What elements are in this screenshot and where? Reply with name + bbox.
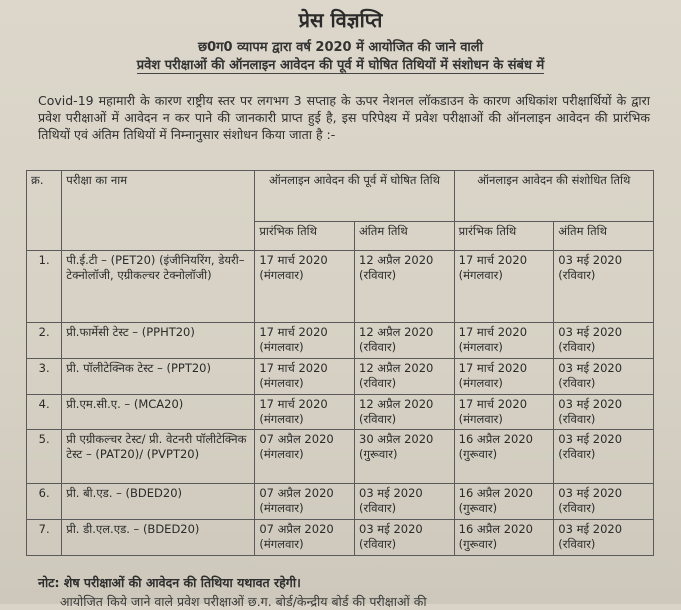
- row-sno: 5.: [27, 430, 62, 484]
- row-old-end: 03 मई 2020 (रविवार): [355, 484, 455, 520]
- row-exam-name: प्री. डी.एल.एड. – (BDED20): [62, 520, 255, 556]
- header-exam-name: परीक्षा का नाम: [62, 171, 255, 251]
- note-text: नोट: शेष परीक्षाओं की आवेदन की तिथिया यथावत रहेगी।: [38, 575, 301, 590]
- header-new-end: अंतिम तिथि: [554, 222, 654, 251]
- row-new-start: 17 मार्च 2020 (मंगलवार): [454, 359, 554, 395]
- row-new-end: 03 मई 2020 (रविवार): [554, 484, 654, 520]
- header-sno: क्र.: [27, 171, 62, 251]
- page-title: प्रेस विज्ञप्ति: [298, 8, 383, 32]
- dates-table: [26, 170, 654, 556]
- header-new-start: प्रारंभिक तिथि: [454, 222, 554, 251]
- table-header-row: [27, 171, 654, 222]
- row-old-start: 07 अप्रैल 2020 (मंगलवार): [255, 484, 355, 520]
- row-new-end: 03 मई 2020 (रविवार): [554, 520, 654, 556]
- row-exam-name: प्री. पॉलीटेक्निक टेस्ट – (PPT20): [62, 359, 255, 395]
- row-sno: 7.: [27, 520, 62, 556]
- row-new-start: 17 मार्च 2020 (मंगलवार): [454, 323, 554, 359]
- row-old-end: 12 अप्रैल 2020 (रविवार): [355, 395, 455, 430]
- row-new-start: 17 मार्च 2020 (मंगलवार): [454, 395, 554, 430]
- row-sno: 6.: [27, 484, 62, 520]
- row-new-end: 03 मई 2020 (रविवार): [554, 323, 654, 359]
- table-row: [27, 359, 654, 395]
- header-old-start: प्रारंभिक तिथि: [255, 222, 355, 251]
- subtitle-line-1: छ0ग0 व्यापम द्वारा वर्ष 2020 में आयोजित की जाने वाली: [198, 40, 483, 55]
- row-exam-name: प्री.एम.सी.ए. – (MCA20): [62, 395, 255, 430]
- row-sno: 2.: [27, 323, 62, 359]
- row-new-start: 16 अप्रैल 2020 (गुरूवार): [454, 520, 554, 556]
- header-old-end: अंतिम तिथि: [355, 222, 455, 251]
- table-row: [27, 395, 654, 430]
- subtitle-line-2: [0, 55, 681, 73]
- subtitle-line-2-text: प्रवेश परीक्षाओं की ऑनलाइन आवेदन की पूर्व में घोषित तिथियों में संशोधन के संबंध में: [136, 58, 545, 73]
- row-old-end: 12 अप्रैल 2020 (रविवार): [355, 359, 455, 395]
- row-old-end: 12 अप्रैल 2020 (रविवार): [355, 323, 455, 359]
- row-exam-name: प्री एग्रीकल्चर टेस्ट/ प्री. वेटनरी पॉलीटेक्निक टेस्ट – (PAT20)/ (PVPT20): [62, 430, 255, 484]
- row-old-start: 07 अप्रैल 2020 (मंगलवार): [255, 520, 355, 556]
- row-old-end: 03 मई 2020 (रविवार): [355, 520, 455, 556]
- row-old-start: 07 अप्रैल 2020 (मंगलवार): [255, 430, 355, 484]
- row-old-start: 17 मार्च 2020 (मंगलवार): [255, 359, 355, 395]
- row-new-end: 03 मई 2020 (रविवार): [554, 359, 654, 395]
- row-new-start: 16 अप्रैल 2020 (गुरूवार): [454, 430, 554, 484]
- row-old-end: 30 अप्रैल 2020 (गुरूवार): [355, 430, 455, 484]
- row-old-start: 17 मार्च 2020 (मंगलवार): [255, 395, 355, 430]
- row-sno: 4.: [27, 395, 62, 430]
- row-sno: 1.: [27, 251, 62, 323]
- row-sno: 3.: [27, 359, 62, 395]
- row-new-end: 03 मई 2020 (रविवार): [554, 395, 654, 430]
- table-row: [27, 251, 654, 323]
- table-row: [27, 323, 654, 359]
- row-new-start: 17 मार्च 2020 (मंगलवार): [454, 251, 554, 323]
- row-exam-name: प्री. बी.एड. – (BDED20): [62, 484, 255, 520]
- intro-paragraph: Covid-19 महामारी के कारण राष्ट्रीय स्तर पर लगभग 3 सप्ताह के ऊपर नेशनल लॉकडाउन के कारण अधिकांश परीक्षार्थियों के द्वारा प्रवेश परीक्षाओं में आवेदन न कर पाने की जानकारी प्राप्त हुई है, इस परिपेक्ष्य में प्रवेश परीक्षाओं की ऑनलाइन आवेदन की प्रारंभिक तिथियों एवं अंतिम तिथियों में निम्नानुसार संशोधन किया जाता है :-: [38, 93, 650, 142]
- row-exam-name: प्री.फार्मेसी टेस्ट – (PPHT20): [62, 323, 255, 359]
- row-new-end: 03 मई 2020 (रविवार): [554, 251, 654, 323]
- row-new-start: 16 अप्रैल 2020 (गुरूवार): [454, 484, 554, 520]
- bottom-cut-line: आयोजित किये जाने वाले प्रवेश परीक्षाओं छ.ग. बोर्ड/केन्द्रीय बोर्ड की परीक्षाओं की: [60, 594, 427, 609]
- row-old-start: 17 मार्च 2020 (मंगलवार): [255, 251, 355, 323]
- row-old-start: 17 मार्च 2020 (मंगलवार): [255, 323, 355, 359]
- table-row: [27, 484, 654, 520]
- row-exam-name: पी.ई.टी – (PET20) (इंजीनियरिंग, डेयरी–टेक्नोलॉजी, एग्रीकल्चर टेक्नोलॉजी): [62, 251, 255, 323]
- row-old-end: 12 अप्रैल 2020 (रविवार): [355, 251, 455, 323]
- header-new-dates: ऑनलाइन आवेदन की संशोधित तिथि: [454, 171, 653, 222]
- header-old-dates: ऑनलाइन आवेदन की पूर्व में घोषित तिथि: [255, 171, 454, 222]
- table-row: [27, 520, 654, 556]
- row-new-end: 03 मई 2020 (रविवार): [554, 430, 654, 484]
- table-row: [27, 430, 654, 484]
